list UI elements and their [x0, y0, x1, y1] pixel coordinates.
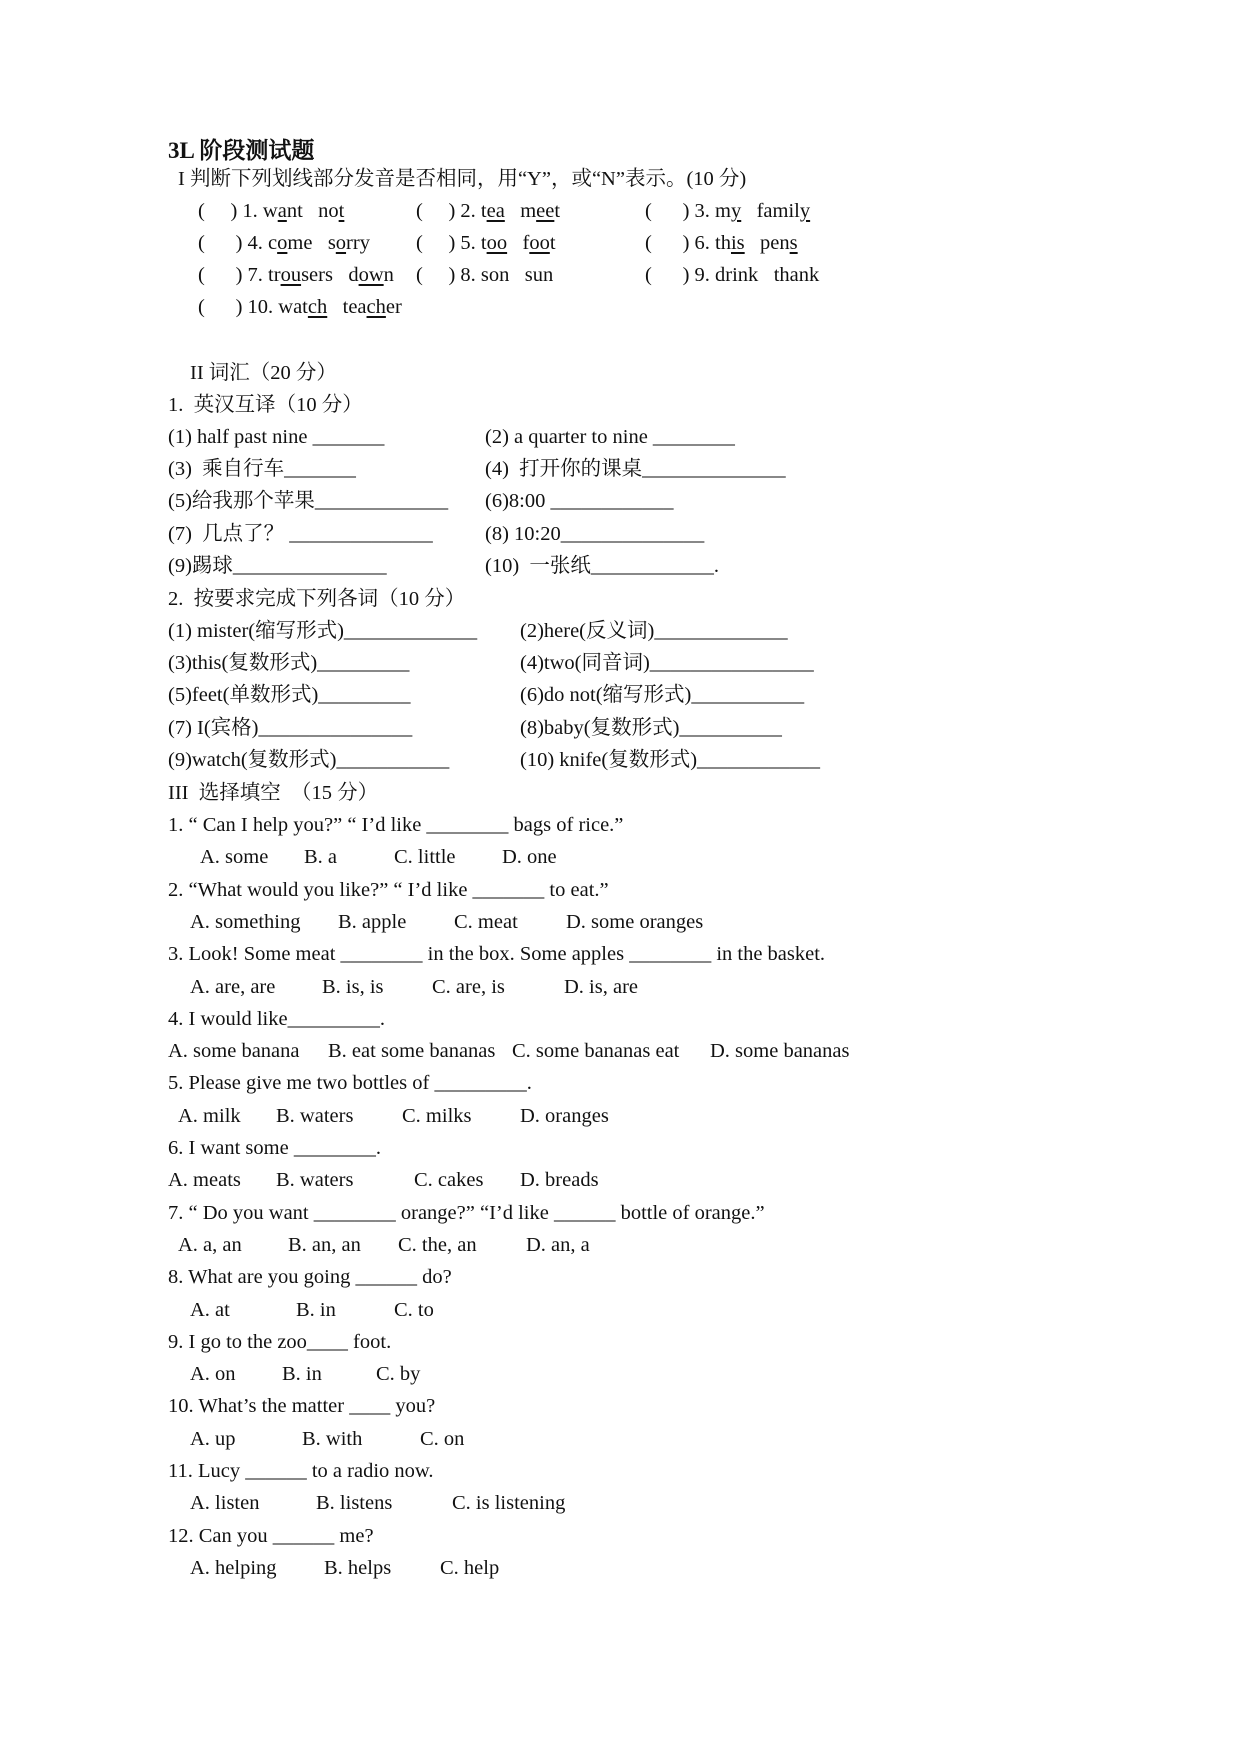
translation-item: (10) 一张纸____________.	[485, 554, 720, 577]
answer-option: C. on	[420, 1427, 465, 1450]
question-stem: 9. I go to the zoo____ foot.	[168, 1330, 392, 1353]
item-number: 4.	[247, 232, 269, 254]
word-form-item: (5)feet(单数形式)_________	[168, 684, 411, 707]
translation-item: (5)给我那个苹果_____________	[168, 490, 449, 513]
part2-sub1-heading: 1. 英汉互译（10 分）	[168, 394, 363, 416]
translation-item: (9)踢球_______________	[168, 554, 387, 577]
question-stem: 6. I want some ________.	[168, 1137, 381, 1159]
answer-option: A. meats	[168, 1169, 241, 1192]
answer-option: B. eat some bananas	[328, 1040, 496, 1063]
question-stem: 7. “ Do you want ________ orange?” “I’d like ______ bottle of orange.”	[168, 1201, 765, 1224]
question-stem: 1. “ Can I help you?” “ I’d like ________ bags of rice.”	[168, 814, 624, 836]
underlined-part: ou	[280, 264, 302, 286]
item-number: 1.	[242, 200, 263, 222]
answer-option: B. an, an	[288, 1233, 361, 1256]
word-2	[774, 264, 820, 286]
word-1	[481, 200, 505, 222]
translation-item: (8) 10:20______________	[485, 522, 705, 545]
word-part: th	[715, 232, 731, 254]
answer-paren: ( )	[198, 296, 248, 318]
word-2	[343, 296, 402, 318]
translation-item: (3) 乘自行车_______	[168, 458, 356, 481]
word-part: tr	[268, 264, 281, 286]
answer-option: C. the, an	[398, 1233, 477, 1256]
pronunciation-item	[645, 230, 798, 256]
word-2	[757, 200, 811, 222]
underlined-part: ch	[366, 296, 386, 318]
answer-option: C. milks	[402, 1104, 472, 1127]
word-2	[760, 232, 798, 254]
word-part: er	[385, 296, 402, 318]
question-stem: 12. Can you ______ me?	[168, 1524, 374, 1547]
word-part: drink	[715, 264, 759, 286]
translation-item: (7) 几点了？ ______________	[168, 522, 433, 545]
question-stem: 2. “What would you like?” “ I’d like _______ to eat.”	[168, 878, 609, 901]
pronunciation-item	[198, 198, 344, 224]
word-form-item: (1) mister(缩写形式)_____________	[168, 620, 478, 642]
word-part: d	[348, 264, 359, 286]
word-part: m	[520, 200, 537, 222]
answer-paren: ( )	[645, 232, 695, 254]
answer-option: D. some oranges	[566, 910, 704, 933]
underlined-part: ch	[307, 296, 328, 318]
spacer	[312, 232, 327, 254]
answer-option: B. in	[296, 1298, 336, 1321]
word-part: nt	[286, 200, 303, 222]
underlined-part: oo	[529, 232, 550, 254]
translation-item: (2) a quarter to nine ________	[485, 426, 735, 448]
item-number: 5.	[460, 232, 481, 254]
answer-paren: ( )	[645, 200, 695, 222]
word-part: rry	[346, 232, 370, 254]
word-part: t	[480, 232, 487, 254]
word-part: f	[522, 232, 530, 254]
pronunciation-item	[645, 198, 810, 224]
underlined-part: ow	[358, 264, 384, 286]
word-part: t	[480, 200, 487, 222]
word-1	[715, 200, 741, 222]
item-number: 10.	[247, 296, 279, 318]
word-2	[328, 232, 370, 254]
part1-heading: I 判断下列划线部分发音是否相同，用“Y”，或“N”表示。(10 分)	[178, 168, 747, 190]
underlined-part: o	[277, 232, 288, 254]
word-2	[520, 200, 560, 222]
spacer	[758, 264, 773, 286]
spacer	[327, 296, 342, 318]
question-stem: 8. What are you going ______ do?	[168, 1266, 452, 1289]
spacer	[303, 200, 318, 222]
item-number: 9.	[694, 264, 716, 286]
spacer	[741, 200, 756, 222]
question-stem: 11. Lucy ______ to a radio now.	[168, 1460, 434, 1482]
word-part: m	[715, 200, 731, 222]
word-part: s	[327, 232, 336, 254]
answer-option: C. meat	[454, 910, 518, 933]
answer-option: B. helps	[324, 1556, 392, 1579]
answer-option: B. a	[304, 846, 338, 869]
pronunciation-item	[416, 230, 556, 256]
word-part: t	[549, 232, 556, 254]
answer-option: B. waters	[276, 1169, 354, 1192]
answer-option: A. some banana	[168, 1040, 300, 1063]
word-part: w	[262, 200, 278, 222]
word-form-item: (7) I(宾格)_______________	[168, 716, 413, 739]
answer-option: C. by	[376, 1363, 421, 1386]
word-1	[268, 264, 333, 286]
pronunciation-item	[198, 262, 394, 288]
answer-paren: ( )	[645, 264, 695, 286]
page-title: 3L 阶段测试题	[168, 138, 315, 163]
word-1	[481, 232, 507, 254]
question-stem: 5. Please give me two bottles of _________.	[168, 1072, 532, 1095]
answer-option: A. at	[190, 1298, 230, 1321]
word-part: sers	[301, 264, 333, 286]
word-2	[318, 200, 344, 222]
spacer	[333, 264, 348, 286]
pronunciation-item	[416, 262, 553, 288]
word-1	[268, 232, 312, 254]
answer-option: D. some bananas	[710, 1040, 850, 1063]
answer-option: A. helping	[190, 1556, 277, 1579]
word-2	[525, 264, 553, 286]
word-1	[278, 296, 327, 318]
answer-option: D. is, are	[564, 975, 639, 998]
spacer	[505, 200, 520, 222]
translation-item: (4) 打开你的课桌______________	[485, 458, 786, 481]
word-part: pen	[760, 232, 790, 254]
part2-heading: II 词汇（20 分）	[190, 362, 337, 384]
word-1	[715, 264, 758, 286]
answer-option: B. apple	[338, 910, 407, 933]
word-part: wat	[278, 296, 308, 318]
answer-option: C. is listening	[452, 1492, 566, 1515]
answer-option: A. some	[200, 846, 269, 869]
part2-sub2-heading: 2. 按要求完成下列各词（10 分）	[168, 588, 466, 610]
answer-paren: ( )	[416, 264, 461, 286]
spacer	[745, 232, 760, 254]
answer-option: D. breads	[520, 1169, 599, 1192]
question-stem: 10. What’s the matter ____ you?	[168, 1395, 436, 1418]
answer-option: D. an, a	[526, 1233, 590, 1256]
word-form-item: (10) knife(复数形式)____________	[520, 748, 821, 771]
pronunciation-item	[645, 262, 819, 288]
answer-option: A. on	[190, 1363, 236, 1386]
word-form-item: (2)here(反义词)_____________	[520, 620, 788, 642]
underlined-part: s	[789, 232, 798, 254]
underlined-part: a	[277, 200, 287, 222]
word-form-item: (4)two(同音词)________________	[520, 652, 814, 675]
answer-option: D. one	[502, 846, 557, 869]
answer-option: B. waters	[276, 1104, 354, 1127]
word-2	[348, 264, 394, 286]
underlined-part: ee	[536, 200, 555, 222]
answer-option: B. listens	[316, 1492, 393, 1515]
pronunciation-item	[416, 198, 560, 224]
word-1	[263, 200, 303, 222]
item-number: 8.	[460, 264, 481, 286]
part3-heading: III 选择填空 （15 分）	[168, 782, 379, 804]
underlined-part: is	[730, 232, 745, 254]
word-part: t	[554, 200, 561, 222]
word-1	[481, 264, 509, 286]
answer-option: C. some bananas eat	[512, 1040, 680, 1063]
answer-option: C. are, is	[432, 975, 505, 998]
answer-option: C. to	[394, 1298, 434, 1321]
word-form-item: (9)watch(复数形式)___________	[168, 748, 450, 771]
word-part: thank	[773, 264, 820, 286]
underlined-part: ea	[486, 200, 505, 222]
word-part: c	[268, 232, 278, 254]
underlined-part: y	[799, 200, 811, 222]
spacer	[509, 264, 524, 286]
word-part: famil	[756, 200, 800, 222]
answer-option: A. something	[190, 910, 301, 933]
pronunciation-item	[198, 230, 370, 256]
spacer	[507, 232, 522, 254]
answer-paren: ( )	[416, 232, 461, 254]
item-number: 2.	[460, 200, 481, 222]
answer-option: B. is, is	[322, 975, 384, 998]
translation-item: (6)8:00 ____________	[485, 490, 674, 513]
underlined-part: o	[335, 232, 347, 254]
answer-option: A. listen	[190, 1492, 260, 1515]
answer-paren: ( )	[416, 200, 461, 222]
answer-option: D. oranges	[520, 1104, 609, 1127]
word-part: n	[383, 264, 394, 286]
word-part: son	[480, 264, 510, 286]
underlined-part: y	[730, 200, 742, 222]
answer-option: A. up	[190, 1427, 236, 1450]
answer-option: A. milk	[178, 1104, 241, 1127]
answer-option: C. cakes	[414, 1169, 484, 1192]
word-form-item: (6)do not(缩写形式)___________	[520, 684, 805, 707]
answer-option: A. a, an	[178, 1233, 242, 1256]
answer-option: C. little	[394, 846, 456, 869]
word-part: sun	[524, 264, 554, 286]
word-form-item: (3)this(复数形式)_________	[168, 652, 410, 675]
word-part: me	[287, 232, 313, 254]
translation-item: (1) half past nine _______	[168, 426, 385, 448]
word-part: tea	[342, 296, 367, 318]
answer-option: C. help	[440, 1556, 500, 1579]
word-2	[522, 232, 555, 254]
answer-paren: ( )	[198, 232, 248, 254]
word-part: no	[318, 200, 339, 222]
question-stem: 3. Look! Some meat ________ in the box. Some apples ________ in the basket.	[168, 943, 826, 966]
word-form-item: (8)baby(复数形式)__________	[520, 716, 782, 739]
underlined-part: t	[338, 200, 345, 222]
answer-option: B. with	[302, 1427, 363, 1450]
underlined-part: oo	[486, 232, 508, 254]
answer-paren: ( )	[198, 264, 248, 286]
answer-option: A. are, are	[190, 975, 276, 998]
word-1	[715, 232, 745, 254]
item-number: 3.	[694, 200, 716, 222]
answer-option: B. in	[282, 1363, 322, 1386]
answer-paren: ( )	[198, 200, 243, 222]
question-stem: 4. I would like_________.	[168, 1007, 385, 1030]
pronunciation-item	[198, 294, 402, 320]
item-number: 7.	[247, 264, 269, 286]
item-number: 6.	[694, 232, 716, 254]
